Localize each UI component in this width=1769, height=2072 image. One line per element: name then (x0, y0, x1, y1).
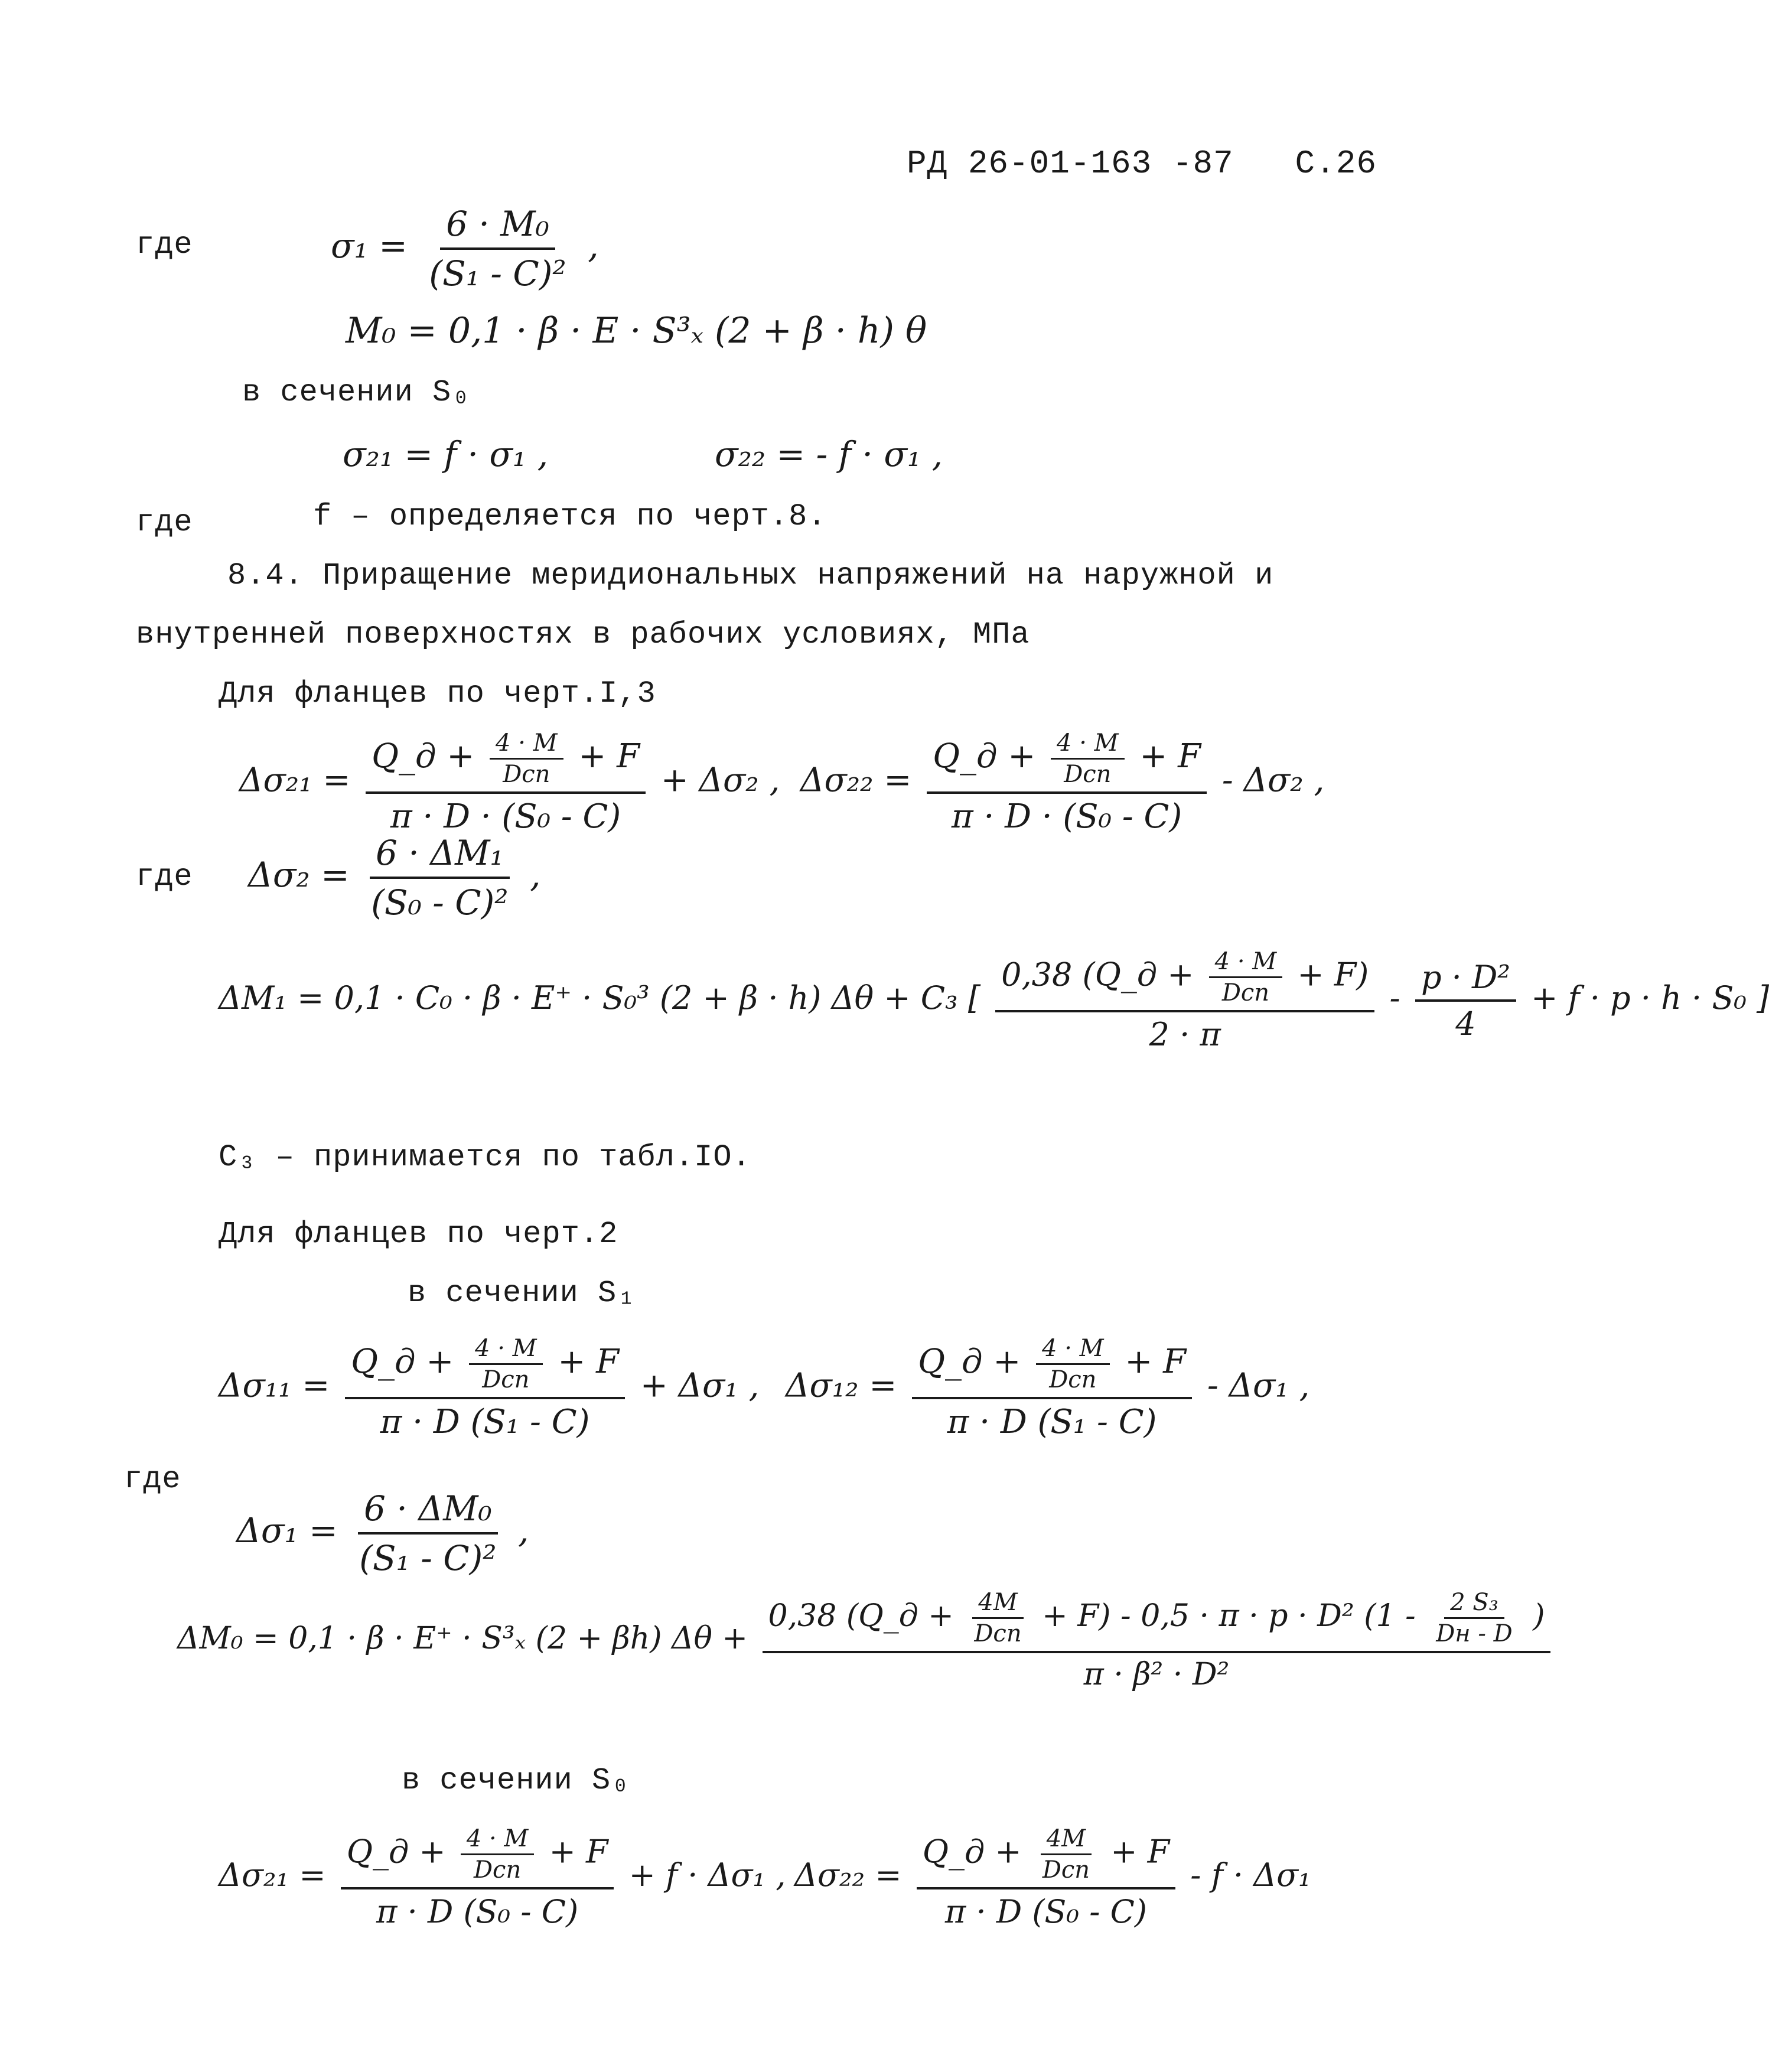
label-gde-4: где (124, 1462, 181, 1497)
formula-dsigma2: Δσ₂ = $\frac{\text{6 · ΔM₁}}{\text{(S₀ - C)²}}$ , (248, 833, 541, 923)
formula-dsigma21-s0: Δσ₂₁ = Q_д + $\frac{4 \cdot M}{\text{Dсп}}$ + F π · D (S₀ - C) + f · Δσ₁ , (219, 1825, 786, 1930)
formula-dm1: ΔM₁ = 0,1 · C₀ · β · E⁺ · S₀³ (2 + β · h) Δθ + C₃ [ 0,38 (Q_д + $\frac{4 \cdot M}{\text{Dсп}}$ + F) 2 · π - $\frac{\text{p · D²}}{4}$ + f · p · h · S₀ ] (219, 948, 1769, 1053)
formula-dsigma12: Δσ₁₂ = Q_д + $\frac{4 \cdot M}{\text{Dсп}}$ + F π · D (S₁ - C) - Δσ₁ , (786, 1335, 1310, 1441)
flanges-2-heading: Для фланцев по черт.2 (219, 1217, 618, 1252)
paragraph-8-4-line1: 8.4. Приращение меридиональных напряжений на наружной и (227, 558, 1274, 593)
formula-dsigma1: Δσ₁ = $\frac{\text{6 · ΔM₀}}{\text{(S₁ - C)²}}$ , (236, 1488, 529, 1578)
document-reference: РД 26-01-163 -87 С.26 (907, 145, 1377, 183)
formula-sigma1: σ₁ = $\frac{\text{6 · M₀}}{\text{(S₁ - C)²}}$ , (331, 204, 599, 294)
label-gde-3: где (136, 859, 193, 894)
formula-sigma22: σ₂₂ = - f · σ₁ , (715, 434, 943, 474)
section-s0-label-2: в сечении S₀ (402, 1763, 630, 1798)
page-number: С.26 (1295, 145, 1377, 183)
formula-dsigma22: Δσ₂₂ = Q_д + $\frac{4 \cdot M}{\text{Dсп}}$ + F π · D · (S₀ - C) - Δσ₂ , (800, 729, 1325, 836)
section-s0-label: в сечении S₀ (242, 375, 471, 410)
formula-m0: M₀ = 0,1 · β · E · S³ₓ (2 + β · h) θ (346, 310, 927, 351)
formula-dsigma21: Δσ₂₁ = Q_д + $\frac{4 \cdot M}{\text{Dсп}}$ + F π · D · (S₀ - C) + Δσ₂ , (239, 729, 780, 836)
section-s1-label: в сечении S₁ (408, 1276, 636, 1311)
flanges-1-3-heading: Для фланцев по черт.I,3 (219, 676, 656, 711)
formula-sigma21: σ₂₁ = f · σ₁ , (343, 434, 549, 474)
formula-dsigma22-s0: Δσ₂₂ = Q_д + $\frac{4M}{\text{Dсп}}$ + F π · D (S₀ - C) - f · Δσ₁ (794, 1825, 1311, 1930)
f-note: f – определяется по черт.8. (313, 499, 827, 534)
formula-dm0: ΔM₀ = 0,1 · β · E⁺ · S³ₓ (2 + βh) Δθ + 0,38 (Q_д + $\frac{4M}{\text{Dсп}}$ + F) - 0,5 · π · p · D² (1 - $\frac{\text{2 S₃}}{Dн - D}$ ) π · β² · D² (177, 1589, 1555, 1692)
paragraph-8-4-line2: внутренней поверхностях в рабочих условиях, МПа (136, 617, 1030, 652)
label-gde-2: где (136, 505, 193, 540)
label-gde-1: где (136, 227, 193, 262)
formula-dsigma11: Δσ₁₁ = Q_д + $\frac{4 \cdot M}{\text{Dсп}}$ + F π · D (S₁ - C) + Δσ₁ , (219, 1335, 760, 1441)
c3-note: С₃ – принимается по табл.IO. (219, 1140, 751, 1175)
